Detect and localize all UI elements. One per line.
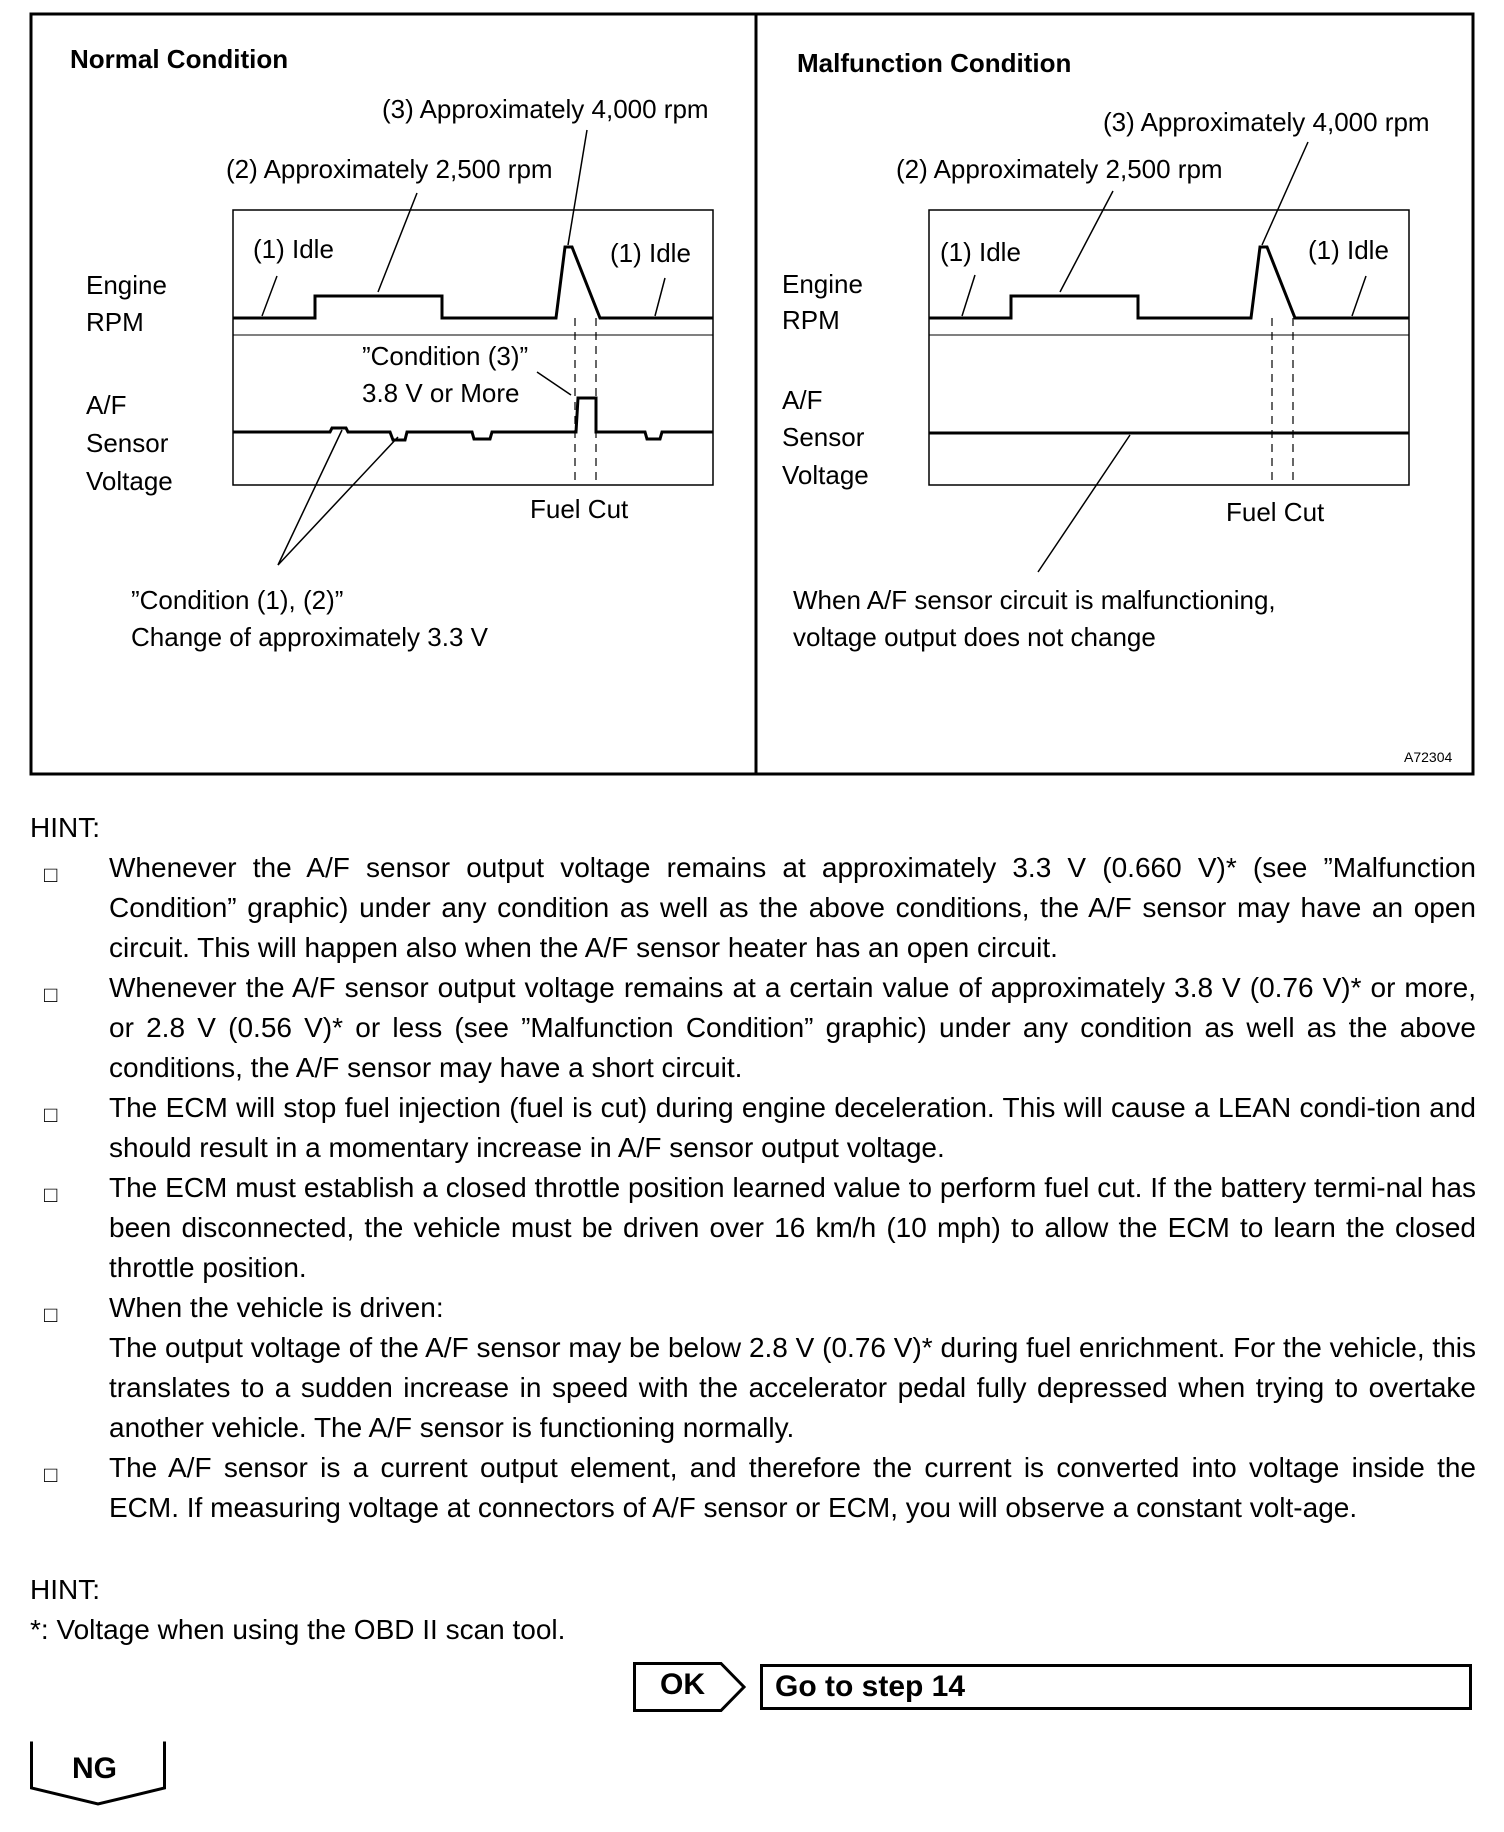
hint-item-5-detail: The output voltage of the A/F sensor may be below 2.8 V (0.76 V)* during fuel enrichment. For the vehicle, this translates to a sudden increase in speed with the accelerator pedal fully depressed when trying to overtake another vehicle. The A/F sensor is functioning normally. [109, 1332, 1476, 1443]
malfunction-voltage-label: Voltage [782, 460, 869, 490]
ok-label: OK [660, 1668, 705, 1701]
malfunction-sensor-label: Sensor [782, 422, 865, 452]
hint-item-6: The A/F sensor is a current output element, and therefore the current is converted into voltage inside the ECM. If measuring voltage at connectors of A/F sensor or ECM, you will observe a constant volt-age. [109, 1452, 1476, 1523]
hint-item-1: Whenever the A/F sensor output voltage remains at approximately 3.3 V (0.660 V)* (see ”Malfunction Condition” graphic) under any condition as well as the above conditions, the A/F sensor may have an open circuit. This will happen also when the A/F sensor heater has an open circuit. [109, 852, 1476, 963]
hint-label-2: HINT: [30, 1574, 100, 1605]
malfunction-rpm-label: RPM [782, 305, 840, 335]
ng-label: NG [72, 1752, 117, 1785]
malfunction-note-line1: When A/F sensor circuit is malfunctioning, [793, 585, 1276, 615]
normal-cond12-line1: ”Condition (1), (2)” [131, 585, 344, 615]
hint-footnote: *: Voltage when using the OBD II scan tool. [30, 1614, 566, 1645]
normal-cond3-line1: ”Condition (3)” [362, 341, 529, 371]
bullet-1: □ [44, 862, 58, 887]
malfunction-idle-left: (1) Idle [940, 237, 1021, 267]
bullet-4: □ [44, 1182, 58, 1207]
hint-label-1: HINT: [30, 812, 100, 843]
condition-figure [0, 0, 1504, 790]
malfunction-note-line2: voltage output does not change [793, 622, 1156, 652]
malfunction-af-label: A/F [782, 385, 823, 415]
normal-engine-label: Engine [86, 270, 167, 300]
normal-label-rpm3: (3) Approximately 4,000 rpm [382, 94, 709, 124]
normal-label-rpm2: (2) Approximately 2,500 rpm [226, 154, 553, 184]
malfunction-fuel-cut: Fuel Cut [1226, 497, 1325, 527]
normal-af-label: A/F [86, 390, 127, 420]
bullet-5: □ [44, 1302, 58, 1327]
malfunction-label-rpm2: (2) Approximately 2,500 rpm [896, 154, 1223, 184]
malfunction-idle-right: (1) Idle [1308, 235, 1389, 265]
normal-sensor-label: Sensor [86, 428, 169, 458]
bullet-6: □ [44, 1462, 58, 1487]
figure-id: A72304 [1404, 749, 1453, 765]
normal-rpm-label: RPM [86, 307, 144, 337]
normal-fuel-cut: Fuel Cut [530, 494, 629, 524]
normal-title: Normal Condition [70, 44, 289, 74]
bullet-3: □ [44, 1102, 58, 1127]
malfunction-label-rpm3: (3) Approximately 4,000 rpm [1103, 107, 1430, 137]
normal-cond3-line2: 3.8 V or More [362, 378, 520, 408]
hint-item-4: The ECM must establish a closed throttle position learned value to perform fuel cut. If the battery termi-nal has been disconnected, the vehicle must be driven over 16 km/h (10 mph) to allow the ECM to learn the closed throttle position. [109, 1172, 1476, 1283]
bullet-2: □ [44, 982, 58, 1007]
malfunction-title: Malfunction Condition [797, 48, 1072, 78]
normal-idle-left: (1) Idle [253, 234, 334, 264]
hint-item-5: When the vehicle is driven: [109, 1292, 444, 1323]
normal-idle-right: (1) Idle [610, 238, 691, 268]
normal-voltage-label: Voltage [86, 466, 173, 496]
malfunction-engine-label: Engine [782, 269, 863, 299]
hint-item-3: The ECM will stop fuel injection (fuel is cut) during engine deceleration. This will cause a LEAN condi-tion and should result in a momentary increase in A/F sensor output voltage. [109, 1092, 1476, 1163]
hint-item-2: Whenever the A/F sensor output voltage remains at a certain value of approximately 3.8 V (0.76 V)* or more, or 2.8 V (0.56 V)* or less (see ”Malfunction Condition” graphic) under any condition as well as the above conditions, the A/F sensor may have a short circuit. [109, 972, 1476, 1083]
go-to-step-box[interactable]: Go to step 14 [760, 1664, 1472, 1710]
normal-cond12-line2: Change of approximately 3.3 V [131, 622, 488, 652]
